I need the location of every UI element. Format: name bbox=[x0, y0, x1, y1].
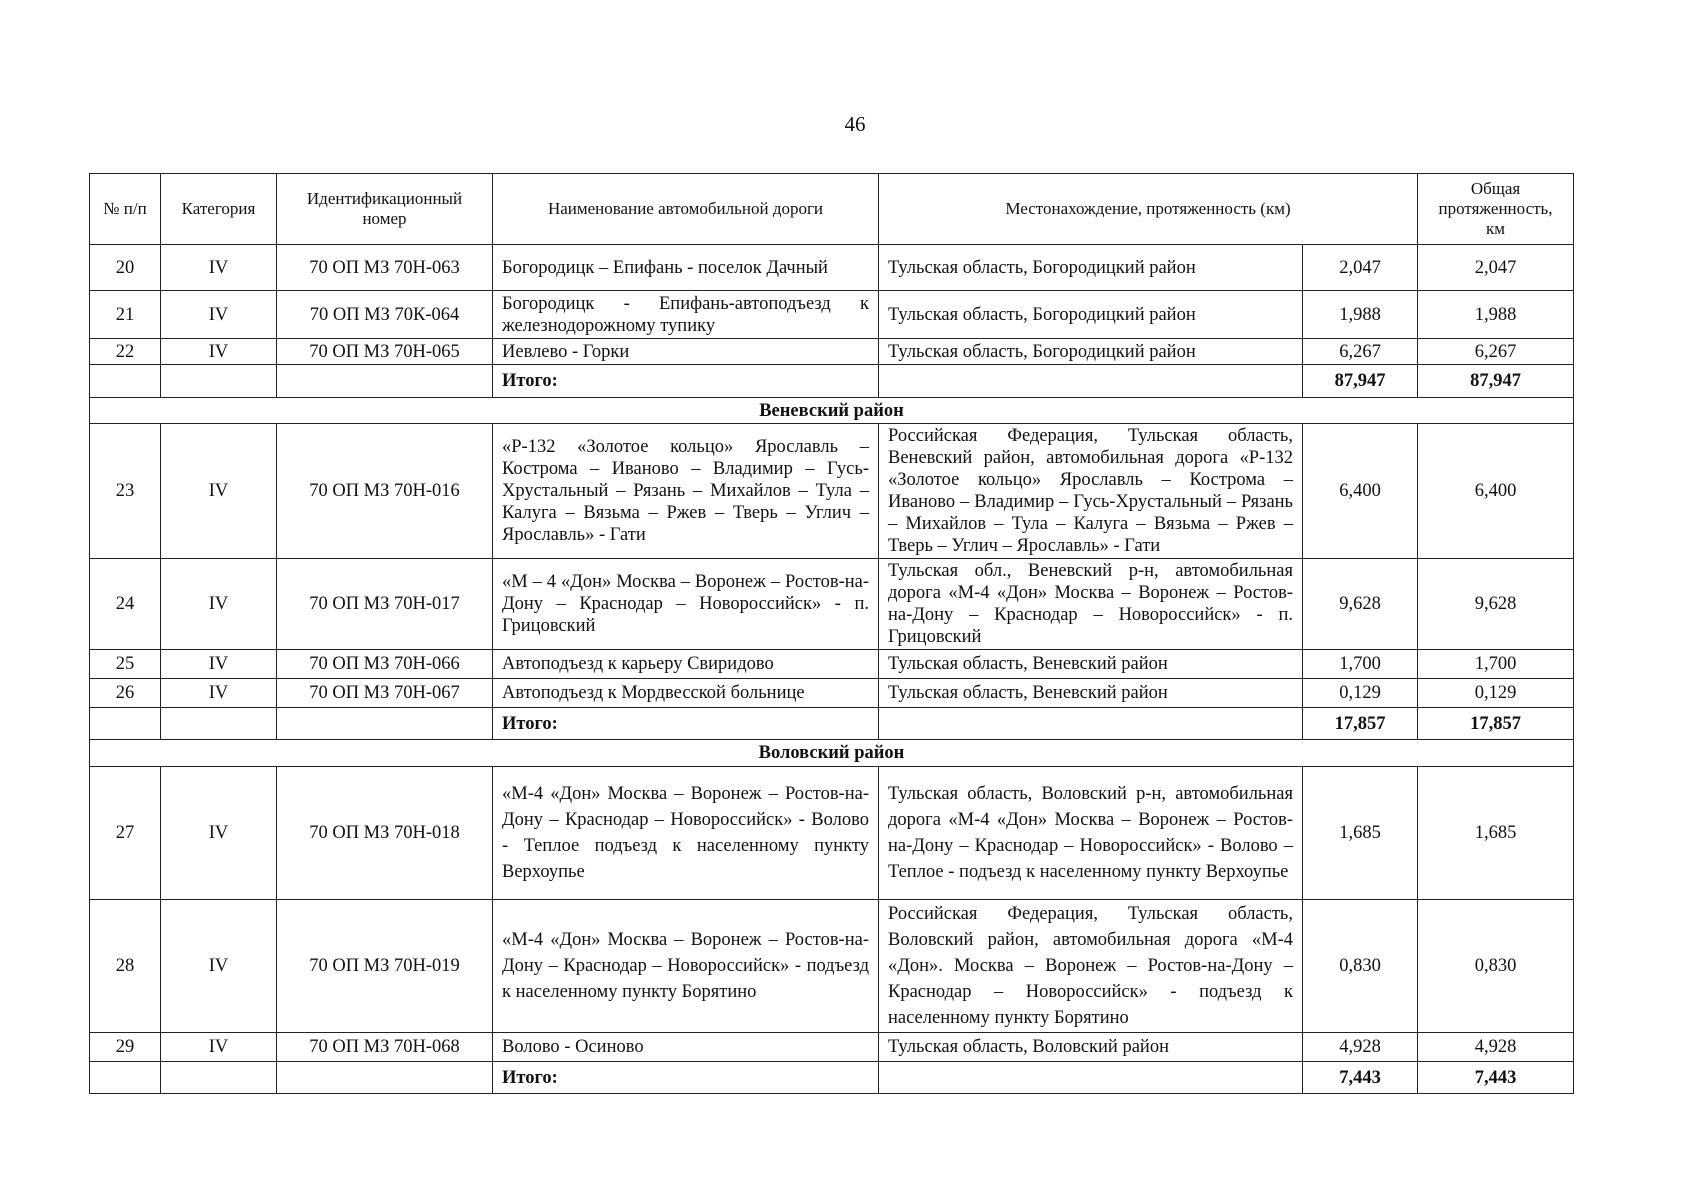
cell-name: Автоподъезд к карьеру Свиридово bbox=[493, 650, 879, 679]
cell-id: 70 ОП МЗ 70Н-019 bbox=[277, 900, 493, 1033]
cell-total: 0,129 bbox=[1418, 679, 1574, 708]
table-row bbox=[90, 1033, 1574, 1062]
table-row bbox=[90, 650, 1574, 679]
table-row bbox=[90, 767, 1574, 900]
cell-num: 22 bbox=[90, 339, 161, 365]
cell-num: 28 bbox=[90, 900, 161, 1033]
cell-name: «Р-132 «Золотое кольцо» Ярославль – Кострома – Иваново – Владимир – Гусь-Хрустальный – Рязань – Михайлов – Тула – Калуга – Вязьма – Ржев – Тверь – Углич – Ярославль» - Гати bbox=[493, 424, 879, 559]
empty-cell bbox=[879, 1062, 1303, 1094]
table-row bbox=[90, 679, 1574, 708]
table-row bbox=[90, 900, 1574, 1033]
roads-table bbox=[89, 173, 1574, 1094]
cell-num: 29 bbox=[90, 1033, 161, 1062]
header-location: Местонахождение, протяженность (км) bbox=[879, 174, 1418, 245]
cell-length: 0,830 bbox=[1303, 900, 1418, 1033]
total-row bbox=[90, 1062, 1574, 1094]
district-row bbox=[90, 740, 1574, 767]
cell-name: «М-4 «Дон» Москва – Воронеж – Ростов-на-Дону – Краснодар – Новороссийск» - подъезд к населенному пункту Борятино bbox=[493, 900, 879, 1033]
cell-num: 27 bbox=[90, 767, 161, 900]
header-num: № п/п bbox=[90, 174, 161, 245]
cell-id: 70 ОП МЗ 70Н-063 bbox=[277, 245, 493, 291]
empty-cell bbox=[161, 365, 277, 398]
total-length: 17,857 bbox=[1303, 708, 1418, 740]
cell-location: Тульская область, Веневский район bbox=[879, 650, 1303, 679]
cell-name: Волово - Осиново bbox=[493, 1033, 879, 1062]
cell-total: 6,400 bbox=[1418, 424, 1574, 559]
district-title: Веневский район bbox=[90, 398, 1574, 424]
cell-length: 1,700 bbox=[1303, 650, 1418, 679]
cell-length: 4,928 bbox=[1303, 1033, 1418, 1062]
table-row bbox=[90, 339, 1574, 365]
cell-category: IV bbox=[161, 650, 277, 679]
cell-category: IV bbox=[161, 767, 277, 900]
cell-category: IV bbox=[161, 679, 277, 708]
header-total: Общая протяженность, км bbox=[1418, 174, 1574, 245]
table-row bbox=[90, 245, 1574, 291]
total-row bbox=[90, 365, 1574, 398]
cell-total: 1,685 bbox=[1418, 767, 1574, 900]
cell-length: 6,267 bbox=[1303, 339, 1418, 365]
cell-name: Богородицк - Епифань-автоподъезд к железнодорожному тупику bbox=[493, 291, 879, 339]
cell-name: Иевлево - Горки bbox=[493, 339, 879, 365]
cell-id: 70 ОП МЗ 70Н-016 bbox=[277, 424, 493, 559]
cell-num: 26 bbox=[90, 679, 161, 708]
cell-id: 70 ОП МЗ 70Н-017 bbox=[277, 559, 493, 650]
cell-id: 70 ОП МЗ 70К-064 bbox=[277, 291, 493, 339]
cell-location: Тульская область, Богородицкий район bbox=[879, 291, 1303, 339]
cell-location: Тульская область, Веневский район bbox=[879, 679, 1303, 708]
cell-location: Тульская область, Богородицкий район bbox=[879, 245, 1303, 291]
cell-id: 70 ОП МЗ 70Н-018 bbox=[277, 767, 493, 900]
total-label: Итого: bbox=[493, 1062, 879, 1094]
cell-length: 1,685 bbox=[1303, 767, 1418, 900]
table-row bbox=[90, 424, 1574, 559]
cell-location: Российская Федерация, Тульская область, Веневский район, автомобильная дорога «Р-132 «Золотое кольцо» Ярославль – Кострома – Иваново – Владимир – Гусь-Хрустальный – Рязань – Михайлов – Тула – Калуга – Вязьма – Ржев – Тверь – Углич – Ярославль» - Гати bbox=[879, 424, 1303, 559]
cell-category: IV bbox=[161, 1033, 277, 1062]
cell-id: 70 ОП МЗ 70Н-066 bbox=[277, 650, 493, 679]
cell-num: 23 bbox=[90, 424, 161, 559]
header-category: Категория bbox=[161, 174, 277, 245]
empty-cell bbox=[90, 1062, 161, 1094]
cell-total: 2,047 bbox=[1418, 245, 1574, 291]
cell-length: 0,129 bbox=[1303, 679, 1418, 708]
empty-cell bbox=[277, 365, 493, 398]
cell-num: 20 bbox=[90, 245, 161, 291]
cell-id: 70 ОП МЗ 70Н-068 bbox=[277, 1033, 493, 1062]
total-row bbox=[90, 708, 1574, 740]
cell-category: IV bbox=[161, 291, 277, 339]
cell-length: 2,047 bbox=[1303, 245, 1418, 291]
total-length: 7,443 bbox=[1303, 1062, 1418, 1094]
cell-length: 1,988 bbox=[1303, 291, 1418, 339]
cell-name: «М-4 «Дон» Москва – Воронеж – Ростов-на-Дону – Краснодар – Новороссийск» - Волово - Теплое подъезд к населенному пункту Верхоупье bbox=[493, 767, 879, 900]
total-label: Итого: bbox=[493, 708, 879, 740]
cell-num: 25 bbox=[90, 650, 161, 679]
empty-cell bbox=[277, 708, 493, 740]
total-length: 87,947 bbox=[1303, 365, 1418, 398]
cell-category: IV bbox=[161, 339, 277, 365]
page-number: 46 bbox=[844, 112, 866, 136]
cell-id: 70 ОП МЗ 70Н-067 bbox=[277, 679, 493, 708]
cell-total: 6,267 bbox=[1418, 339, 1574, 365]
cell-category: IV bbox=[161, 559, 277, 650]
cell-total: 0,830 bbox=[1418, 900, 1574, 1033]
cell-location: Тульская область, Богородицкий район bbox=[879, 339, 1303, 365]
empty-cell bbox=[161, 708, 277, 740]
empty-cell bbox=[90, 365, 161, 398]
cell-name: «М – 4 «Дон» Москва – Воронеж – Ростов-на-Дону – Краснодар – Новороссийск» - п. Грицовский bbox=[493, 559, 879, 650]
empty-cell bbox=[90, 708, 161, 740]
cell-category: IV bbox=[161, 245, 277, 291]
total-overall: 7,443 bbox=[1418, 1062, 1574, 1094]
cell-total: 9,628 bbox=[1418, 559, 1574, 650]
cell-category: IV bbox=[161, 900, 277, 1033]
header-row bbox=[90, 174, 1574, 245]
cell-total: 4,928 bbox=[1418, 1033, 1574, 1062]
cell-location: Тульская область, Воловский р-н, автомобильная дорога «М-4 «Дон» Москва – Воронеж – Ростов-на-Дону – Краснодар – Новороссийск» - Волово – Теплое - подъезд к населенному пункту Верхоупье bbox=[879, 767, 1303, 900]
header-id: Идентификационный номер bbox=[277, 174, 493, 245]
table-row bbox=[90, 291, 1574, 339]
district-row bbox=[90, 398, 1574, 424]
empty-cell bbox=[879, 365, 1303, 398]
cell-total: 1,700 bbox=[1418, 650, 1574, 679]
total-overall: 87,947 bbox=[1418, 365, 1574, 398]
cell-name: Автоподъезд к Мордвесской больнице bbox=[493, 679, 879, 708]
cell-name: Богородицк – Епифань - поселок Дачный bbox=[493, 245, 879, 291]
district-title: Воловский район bbox=[90, 740, 1574, 767]
header-name: Наименование автомобильной дороги bbox=[493, 174, 879, 245]
cell-total: 1,988 bbox=[1418, 291, 1574, 339]
cell-length: 9,628 bbox=[1303, 559, 1418, 650]
cell-num: 24 bbox=[90, 559, 161, 650]
cell-length: 6,400 bbox=[1303, 424, 1418, 559]
total-overall: 17,857 bbox=[1418, 708, 1574, 740]
cell-location: Тульская область, Воловский район bbox=[879, 1033, 1303, 1062]
cell-location: Тульская обл., Веневский р-н, автомобильная дорога «М-4 «Дон» Москва – Воронеж – Ростов-на-Дону – Краснодар – Новороссийск» - п. Грицовский bbox=[879, 559, 1303, 650]
empty-cell bbox=[277, 1062, 493, 1094]
cell-num: 21 bbox=[90, 291, 161, 339]
cell-location: Российская Федерация, Тульская область, Воловский район, автомобильная дорога «М-4 «Дон». Москва – Воронеж – Ростов-на-Дону – Краснодар – Новороссийск» - подъезд к населенному пункту Борятино bbox=[879, 900, 1303, 1033]
total-label: Итого: bbox=[493, 365, 879, 398]
table-row bbox=[90, 559, 1574, 650]
cell-id: 70 ОП МЗ 70Н-065 bbox=[277, 339, 493, 365]
empty-cell bbox=[879, 708, 1303, 740]
empty-cell bbox=[161, 1062, 277, 1094]
cell-category: IV bbox=[161, 424, 277, 559]
